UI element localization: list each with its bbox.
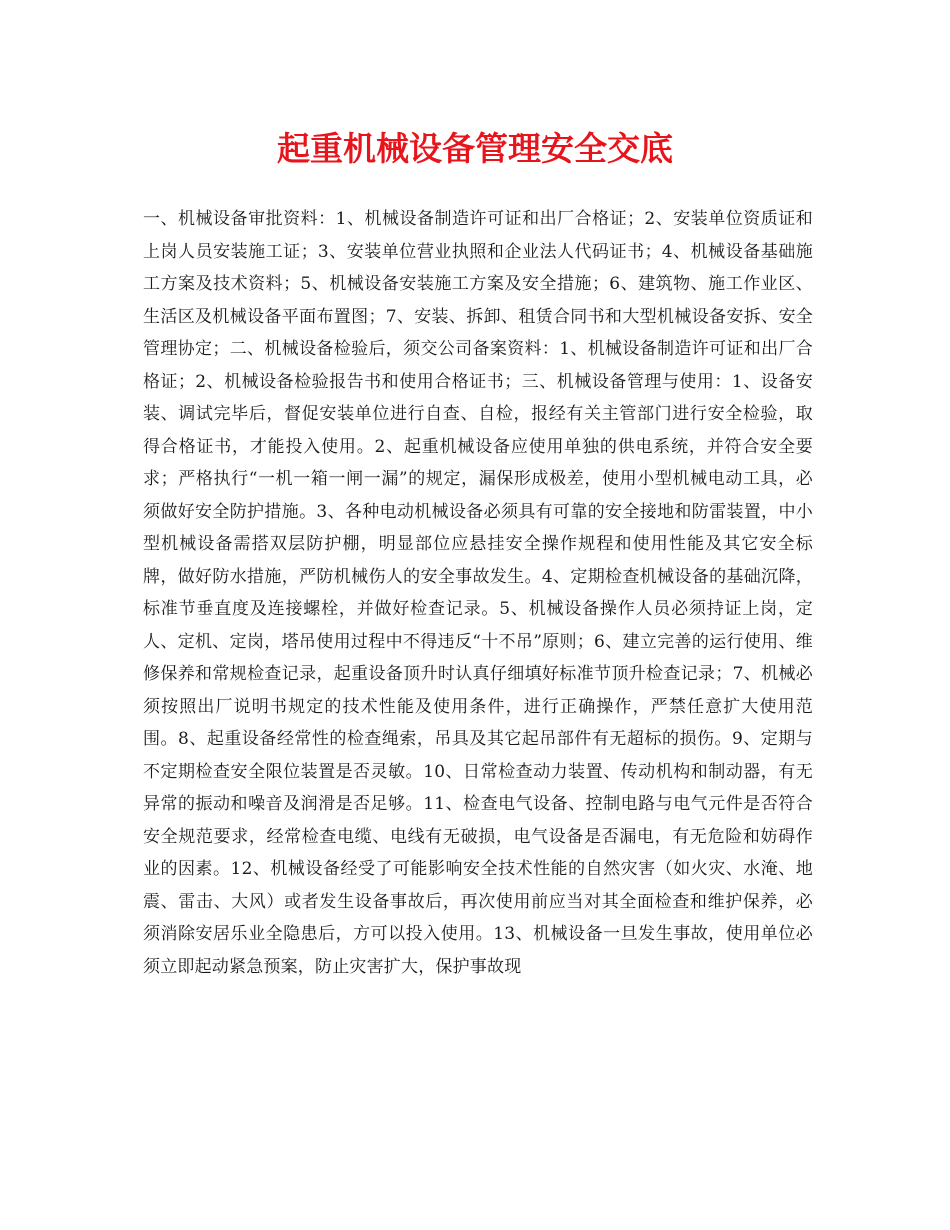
document-body-paragraph: 一、机械设备审批资料：1、机械设备制造许可证和出厂合格证；2、安装单位资质证和上岗人员安装施工证；3、安装单位营业执照和企业法人代码证书；4、机械设备基础施工方案及技术资料；5、机械设备安装施工方案及安全措施；6、建筑物、施工作业区、生活区及机械设备平面布置图；7、安装、拆卸、租赁合同书和大型机械设备安拆、安全管理协定；二、机械设备检验后，须交公司备案资料：1、机械设备制造许可证和出厂合格证；2、机械设备检验报告书和使用合格证书；三、机械设备管理与使用：1、设备安装、调试完毕后，督促安装单位进行自查、自检，报经有关主管部门进行安全检验，取得合格证书，才能投入使用。2、起重机械设备应使用单独的供电系统，并符合安全要求；严格执行“一机一箱一闸一漏”的规定，漏保形成极差，使用小型机械电动工具，必须做好安全防护措施。3、各种电动机械设备必须具有可靠的安全接地和防雷装置，中小型机械设备需搭双层防护棚，明显部位应悬挂安全操作规程和使用性能及其它安全标牌，做好防水措施，严防机械伤人的安全事故发生。4、定期检查机械设备的基础沉降，标准节垂直度及连接螺栓，并做好检查记录。5、机械设备操作人员必须持证上岗，定人、定机、定岗，塔吊使用过程中不得违反“十不吊”原则；6、建立完善的运行使用、维修保养和常规检查记录，起重设备顶升时认真仔细填好标准节顶升检查记录；7、机械必须按照出厂说明书规定的技术性能及使用条件，进行正确操作，严禁任意扩大使用范围。8、起重设备经常性的检查绳索，吊具及其它起吊部件有无超标的损伤。9、定期与不定期检查安全限位装置是否灵敏。10、日常检查动力装置、传动机构和制动器，有无异常的振动和噪音及润滑是否足够。11、检查电气设备、控制电路与电气元件是否符合安全规范要求，经常检查电缆、电线有无破损，电气设备是否漏电，有无危险和妨碍作业的因素。12、机械设备经受了可能影响安全技术性能的自然灾害（如火灾、水淹、地震、雷击、大风）或者发生设备事故后，再次使用前应当对其全面检查和维护保养，必须消除安居乐业全隐患后，方可以投入使用。13、机械设备一旦发生事故，使用单位必须立即起动紧急预案，防止灾害扩大，保护事故现	[143, 209, 813, 977]
document-title: 起重机械设备管理安全交底	[277, 129, 673, 168]
